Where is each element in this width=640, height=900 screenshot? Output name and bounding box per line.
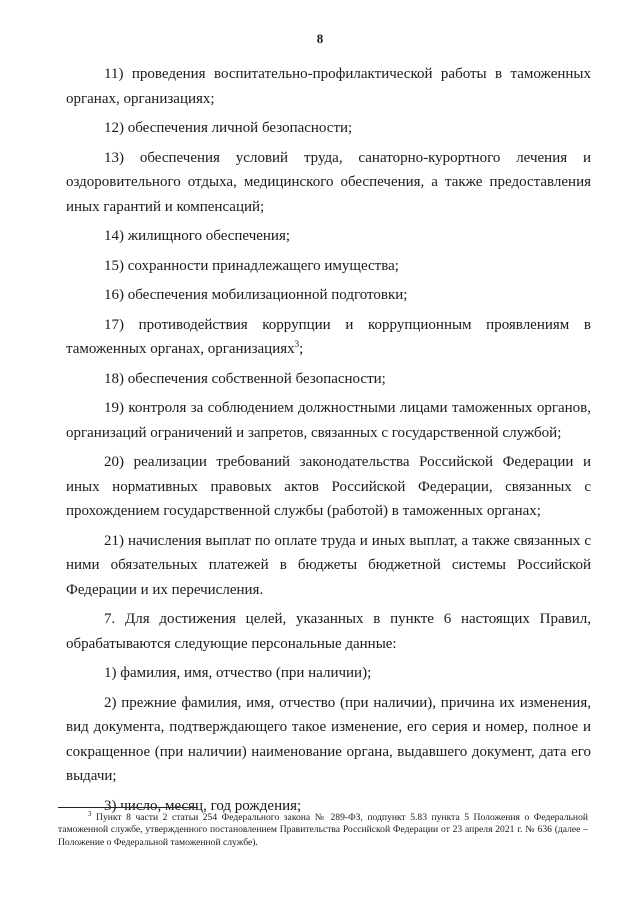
item-number: 1): [104, 665, 117, 681]
item-number: 11): [104, 66, 124, 82]
item-number: 15): [104, 257, 124, 274]
list-item: [66, 146, 591, 220]
item-number: 13): [104, 149, 124, 166]
section-paragraph: [66, 607, 591, 656]
footnote-separator: [58, 807, 198, 808]
item-text: контроля за соблюдением должностными лицами таможенных органов, организаций ограничений и запретов, связанных с государственной службой;: [66, 400, 591, 441]
item-text: противодействия коррупции и коррупционным проявлениям в таможенных органах, организациях: [66, 316, 592, 357]
item-number: 12): [104, 120, 124, 136]
item-number: 7.: [104, 611, 116, 627]
footnote-text: Пункт 8 части 2 статьи 254 Федерального закона № 289-ФЗ, подпункт 5.83 пункта 5 Положения о Федеральной таможенной службе, утвержденного постановлением Правительства Российской Федерации от 23 апреля 2021 г. № 636 (далее – Положение о Федеральной таможенной службе).: [58, 812, 588, 848]
item-text: прежние фамилия, имя, отчество (при наличии), причина их изменения, вид документа, подтверждающего такое изменение, его серия и номер, полное и сокращенное (при наличии) наименование органа, выдавшего документ, дата его выдачи;: [66, 694, 591, 784]
item-text: обеспечения собственной безопасности;: [127, 370, 386, 387]
list-item: [66, 367, 591, 392]
page-number: 8: [316, 31, 324, 46]
item-text: обеспечения мобилизационной подготовки;: [127, 287, 408, 303]
list-item: [66, 62, 591, 111]
footnote-mark: 3: [88, 809, 92, 818]
list-item: [66, 529, 591, 603]
item-text: обеспечения личной безопасности;: [127, 120, 353, 136]
item-number: 14): [104, 228, 124, 244]
list-item: [66, 396, 591, 445]
item-text: фамилия, имя, отчество (при наличии);: [120, 665, 372, 681]
item-text: обеспечения условий труда, санаторно-курортного лечения и оздоровительного отдыха, медицинского обеспечения, а также предоставления иных гарантий и компенсаций;: [66, 149, 592, 215]
item-number: 19): [104, 400, 124, 416]
item-number: 17): [104, 316, 124, 333]
item-number: 18): [104, 370, 124, 387]
item-number: 2): [104, 694, 117, 711]
footnote: [58, 809, 588, 849]
list-item: [66, 661, 591, 686]
item-number: 20): [104, 454, 124, 470]
item-text: проведения воспитательно-профилактической работы в таможенных органах, организациях;: [66, 66, 591, 107]
item-text-end: ;: [299, 341, 304, 357]
item-number: 3): [104, 797, 117, 814]
list-item: [66, 224, 591, 249]
list-item: [66, 116, 591, 141]
body-text: [66, 62, 591, 823]
list-item: [66, 313, 591, 362]
list-item: [66, 691, 591, 789]
list-item: [66, 450, 591, 524]
list-item: [66, 254, 591, 279]
item-text: жилищного обеспечения;: [127, 228, 291, 244]
item-number: 16): [104, 287, 124, 303]
item-text: реализации требований законодательства Российской Федерации и иных нормативных правовых актов Российской Федерации, связанных с прохождением государственной службы (работой) в таможенных органах;: [66, 454, 591, 519]
item-text: сохранности принадлежащего имущества;: [127, 257, 399, 274]
list-item: [66, 283, 591, 308]
item-text: начисления выплат по оплате труда и иных выплат, а также связанных с ними обязательных платежей в бюджеты бюджетной системы Российской Федерации и их перечисления.: [66, 532, 592, 598]
item-text: число, месяц, год рождения;: [120, 797, 302, 814]
item-text: Для достижения целей, указанных в пункте 6 настоящих Правил, обрабатываются следующие персональные данные:: [66, 611, 591, 652]
footnote-reference[interactable]: 3: [294, 339, 300, 349]
item-number: 21): [104, 532, 124, 549]
